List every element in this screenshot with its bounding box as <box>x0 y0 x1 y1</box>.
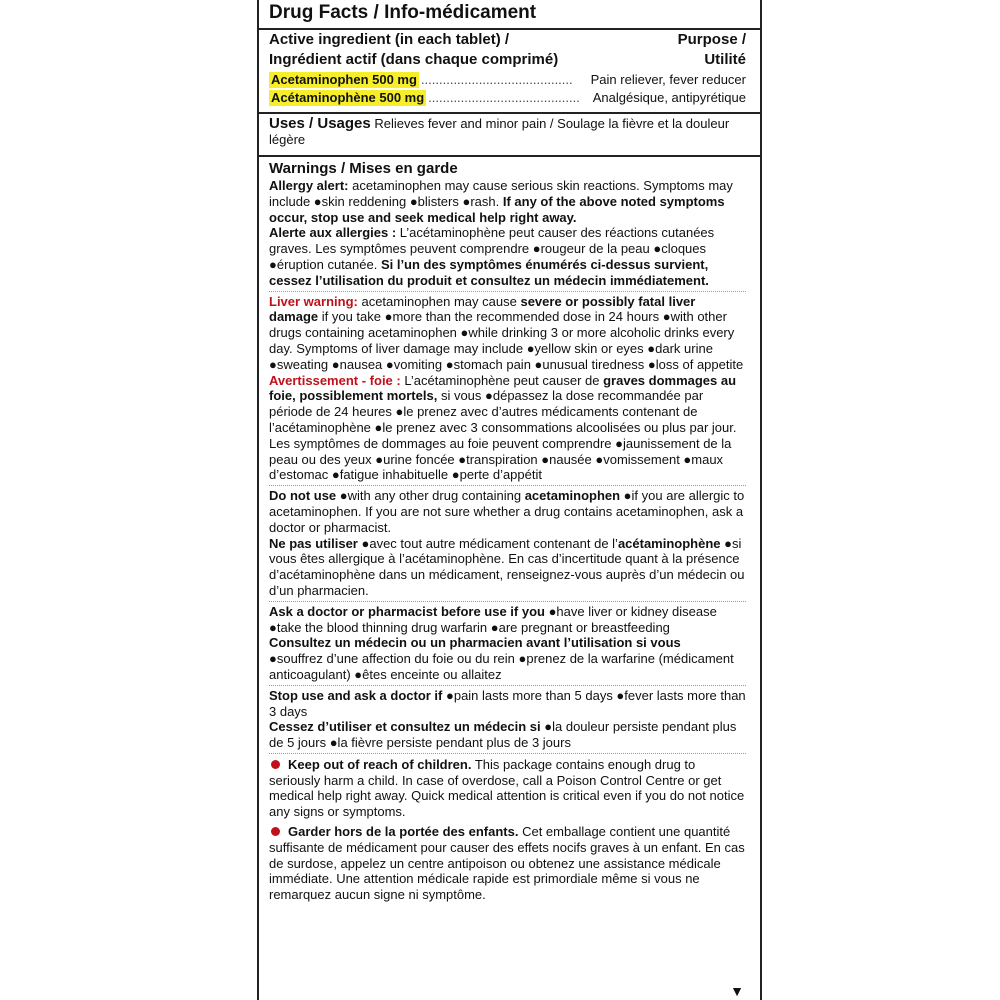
drug-facts-panel <box>257 0 762 1000</box>
liver-label-fr: Avertissement - foie : <box>269 372 401 388</box>
allergy-label-fr: Alerte aux allergies : <box>269 225 397 241</box>
allergy-bold-en: If any of the above noted symptoms occur, stop use and seek medical help right away. <box>269 193 725 225</box>
allergy-alert-fr <box>269 225 746 288</box>
do-not-use-bold-fr: acétaminophène <box>617 535 721 551</box>
divider <box>269 485 746 486</box>
ingredient-purpose: Pain reliever, fever reducer <box>590 72 746 87</box>
ingredient-purpose: Analgésique, antipyrétique <box>592 90 746 105</box>
warnings-section <box>269 160 746 903</box>
allergy-text-fr: L’acétaminophène peut causer des réactions cutanées graves. Les symptômes peuvent comprendre ●rougeur de la peau ●cloques ●éruption cutanée. <box>269 225 715 272</box>
do-not-use-text2-en: ●if you are allergic to acetaminophen. If you are not sure whether a drug contains acetaminophen, ask a doctor or pharmacist. <box>269 488 745 535</box>
ask-doctor-text-en: ●have liver or kidney disease ●take the blood thinning drug warfarin ●are pregnant or breastfeeding <box>269 603 717 635</box>
liver-label-en: Liver warning: <box>269 293 358 309</box>
liver-text-en: acetaminophen may cause <box>357 293 521 309</box>
do-not-use-text2-fr: ●si vous êtes allergique à l’acétaminophène. En cas d’incertitude quant à la présence d’acétaminophène dans un médicament, renseignez-vous auprès d’un médecin ou d’un pharmacien. <box>269 535 745 598</box>
keep-out-of-reach-fr <box>269 824 746 903</box>
purpose-heading-line1: Purpose / <box>677 31 746 48</box>
active-ingredient-row <box>269 90 746 106</box>
red-bullet-icon <box>271 827 280 836</box>
red-bullet-icon <box>271 760 280 769</box>
uses-rule <box>259 155 760 157</box>
do-not-use-fr <box>269 536 746 599</box>
leader-dots: .......................................... <box>428 90 580 105</box>
active-ingredient-row <box>269 72 746 88</box>
stop-use-en <box>269 688 746 720</box>
stop-use-fr <box>269 719 746 751</box>
divider <box>269 753 746 754</box>
divider <box>269 601 746 602</box>
liver-text2-en: if you take ●more than the recommended dose in 24 hours ●with other drugs containing acetaminophen ●while drinking 3 or more alcoholic drinks every day. Symptoms of liver damage may include ●yellow skin or eyes ●dark urine ●sweating ●nausea ●vomiting ●stomach pain ●unusual tiredness ●loss of appetite <box>269 309 744 372</box>
stop-use-label-fr: Cessez d’utiliser et consultez un médecin si <box>269 719 541 735</box>
keep-out-label-en: Keep out of reach of children. <box>288 756 472 772</box>
purpose-heading <box>678 30 746 70</box>
liver-warning-fr <box>269 373 746 484</box>
liver-bold-fr: graves dommages au foie, possiblement mortels, <box>269 372 737 404</box>
stop-use-text-fr: ●la douleur persiste pendant plus de 5 jours ●la fièvre persiste pendant plus de 3 jours <box>269 719 737 751</box>
keep-out-of-reach-en <box>269 757 746 820</box>
stop-use-label-en: Stop use and ask a doctor if <box>269 687 443 703</box>
allergy-bold-fr: Si l’un des symptômes énumérés ci-dessus survient, cessez l’utilisation du produit et consultez un médecin immédiatement. <box>269 256 709 288</box>
active-ingredient-header <box>269 30 746 70</box>
do-not-use-en <box>269 488 746 535</box>
allergy-text-en: acetaminophen may cause serious skin reactions. Symptoms may include ●skin reddening ●blisters ●rash. <box>269 178 733 209</box>
divider <box>269 685 746 686</box>
ask-doctor-text-fr: ●souffrez d’une affection du foie ou du rein ●prenez de la warfarine (médicament anticoagulant) ●êtes enceinte ou allaitez <box>269 651 734 682</box>
uses-section <box>269 116 746 148</box>
warnings-title: Warnings / Mises en garde <box>269 160 458 177</box>
do-not-use-text-en: ●with any other drug containing <box>336 488 525 504</box>
divider <box>269 291 746 292</box>
do-not-use-text-fr: ●avec tout autre médicament contenant de l’ <box>357 535 618 551</box>
uses-label: Uses / Usages <box>269 115 371 132</box>
ask-doctor-label-en: Ask a doctor or pharmacist before use if you <box>269 603 545 619</box>
leader-dots: .......................................... <box>420 72 573 87</box>
allergy-alert-en <box>269 178 746 225</box>
liver-bold-en: severe or possibly fatal liver damage <box>269 293 696 325</box>
drug-facts-title: Drug Facts / Info-médicament <box>269 2 537 23</box>
do-not-use-bold-en: acetaminophen <box>524 488 621 504</box>
active-rule <box>259 112 760 114</box>
active-heading-line2: Ingrédient actif (dans chaque comprimé) <box>269 51 559 68</box>
stop-use-text-en: ●pain lasts more than 5 days ●fever lasts more than 3 days <box>269 687 746 719</box>
do-not-use-label-en: Do not use <box>269 488 337 504</box>
purpose-heading-line2: Utilité <box>704 51 746 68</box>
ask-doctor-label-fr: Consultez un médecin ou un pharmacien avant l’utilisation si vous <box>269 635 681 651</box>
drug-facts-content <box>269 0 746 1000</box>
keep-out-label-fr: Garder hors de la portée des enfants. <box>288 824 519 840</box>
liver-warning-en <box>269 294 746 373</box>
keep-out-text-fr: Cet emballage contient une quantité suffisante de médicament pour causer des effets nocifs graves à un enfant. En cas de surdose, appelez un centre antipoison ou obtenez une assistance médicale immédiate. Une attention médicale rapide est primordiale même si vous ne remarquez aucun signe ni symptôme. <box>269 824 745 903</box>
keep-out-text-en: This package contains enough drug to seriously harm a child. In case of overdose, call a Poison Control Centre or get medical help right away. Quick medical attention is critical even if you do not notice any signs or symptoms. <box>269 756 745 820</box>
do-not-use-label-fr: Ne pas utiliser <box>269 535 358 551</box>
continue-arrow-icon: ▼ <box>730 983 744 999</box>
ask-doctor-fr <box>269 635 746 682</box>
liver-text2-fr: si vous ●dépassez la dose recommandée par période de 24 heures ●le prenez avec d’autres médicaments contenant de l’acétaminophène ●le prenez avec 3 consommations alcoolisées ou plus par jour. Les symptômes de dommages au foie peuvent comprendre ●jaunissement de la peau ou des yeux ●urine foncée ●transpiration ●nausée ●vomissement ●maux d’estomac ●fatigue inhabituelle ●perte d’appétit <box>269 388 737 483</box>
ingredient-name: Acétaminophène 500 mg <box>271 90 425 105</box>
active-heading-line1: Active ingredient (in each tablet) / <box>269 31 510 48</box>
uses-text: Relieves fever and minor pain / Soulage la fièvre et la douleur légère <box>269 116 730 147</box>
liver-text-fr: L’acétaminophène peut causer de <box>400 372 604 388</box>
ingredient-name: Acetaminophen 500 mg <box>271 72 417 87</box>
allergy-label-en: Allergy alert: <box>269 178 349 193</box>
ask-doctor-en <box>269 604 746 636</box>
